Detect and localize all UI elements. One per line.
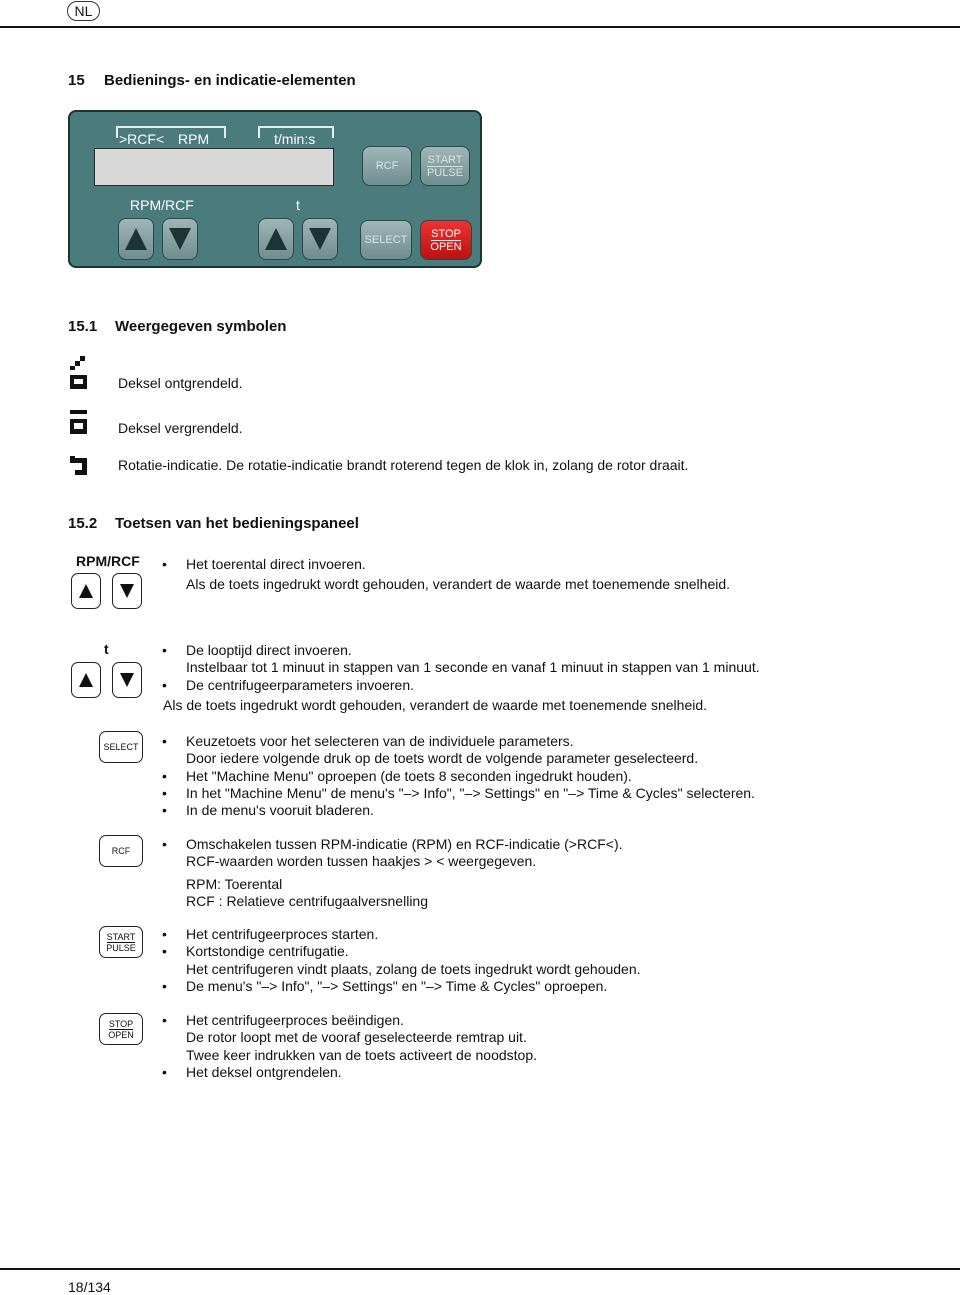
menu-arrow-icon: –>: [568, 784, 585, 801]
footer-rule: [0, 1268, 960, 1270]
select-line-3: • Het "Machine Menu" oproepen (de toets 8 seconden ingedrukt houden).: [186, 768, 755, 785]
t-line-2: Instelbaar tot 1 minuut in stappen van 1 seconde en vanaf 1 minuut in stappen van 1 minuut.: [186, 659, 760, 676]
select-l4c: Settings" en ": [480, 784, 569, 801]
key-open-label: OPEN: [108, 1029, 134, 1040]
tab-time-label: t/min:s: [274, 131, 316, 147]
start-line-1: • Het centrifugeerproces starten.: [186, 926, 641, 943]
rcf-l2a: RCF-waarden worden tussen haakjes: [186, 853, 425, 870]
down-arrow-icon: [169, 228, 191, 250]
panel-rcf-button[interactable]: [362, 146, 412, 186]
stop-line-4: • Het deksel ontgrendelen.: [186, 1064, 537, 1081]
rcf-description: [186, 836, 623, 910]
rpm-line-1: • Het toerental direct invoeren.: [186, 556, 730, 573]
rcf-l2b: weergegeven.: [444, 853, 537, 870]
bracket-lt-glyph: <: [436, 853, 445, 870]
symbol-desc-rotation: Rotatie-indicatie. De rotatie-indicatie brandt roterend tegen de klok in, zolang de rotor draait.: [118, 457, 689, 473]
menu-arrow-icon: –>: [403, 784, 420, 801]
select-line-1: • Keuzetoets voor het selecteren van de individuele parameters.: [186, 733, 755, 750]
panel-start-pulse-button[interactable]: [420, 146, 470, 186]
subsection-number: 15.2: [68, 515, 98, 532]
start-l4d: Time & Cycles" oproepen.: [442, 977, 608, 994]
key-t-up: [71, 662, 101, 698]
language-badge: NL: [67, 1, 100, 21]
control-panel: [68, 110, 482, 268]
symbol-desc-unlocked: Deksel ontgrendeld.: [118, 375, 243, 391]
subsection-15-1-title: [68, 318, 286, 335]
panel-select-label: SELECT: [364, 234, 408, 246]
rpm-description: [186, 556, 730, 594]
select-l4d: Time & Cycles" selecteren.: [584, 784, 755, 801]
panel-t-down-button[interactable]: [302, 218, 338, 260]
rpm-line-2: Als de toets ingedrukt wordt gehouden, verandert de waarde met toenemende snelheid.: [186, 576, 731, 593]
stop-line-3: Twee keer indrukken van de toets activeert de noodstop.: [186, 1046, 537, 1063]
stop-line-2: De rotor loopt met de vooraf geselecteerde remtrap uit.: [186, 1029, 527, 1046]
page-number: 18/134: [68, 1279, 111, 1295]
panel-stop-label: STOP: [431, 227, 461, 240]
rcf-line-1: [186, 836, 623, 853]
t-line-3: • De centrifugeerparameters invoeren.: [186, 677, 760, 694]
rcf-l1c: ).: [613, 836, 623, 852]
rcf-line-2: [186, 853, 623, 870]
rcf-l1b: RCF: [576, 836, 606, 852]
key-start-label: START: [106, 931, 136, 942]
key-rpm-down: [112, 573, 142, 609]
select-line-2: Door iedere volgende druk op de toets wordt de volgende parameter geselecteerd.: [186, 750, 699, 767]
bracket-gt-glyph: >: [424, 853, 433, 870]
key-select: [99, 731, 143, 763]
up-arrow-icon: [79, 584, 93, 598]
subsection-number: 15.1: [68, 318, 98, 335]
panel-display: [94, 148, 334, 186]
symbol-desc-locked: Deksel vergrendeld.: [118, 420, 243, 436]
select-line-4: [186, 785, 755, 802]
start-line-4: [186, 978, 641, 995]
subsection-15-2-title: [68, 515, 359, 532]
panel-pulse-label: PULSE: [426, 166, 464, 179]
panel-stop-open-button[interactable]: [420, 220, 472, 260]
tab-rpm-label: RPM: [178, 131, 210, 147]
key-rpm-up: [71, 573, 101, 609]
stop-line-1: • Het centrifugeerproces beëindigen.: [186, 1012, 537, 1029]
lid-locked-icon: [68, 410, 90, 436]
display-tab-time: [258, 126, 334, 148]
stop-description: [186, 1012, 537, 1081]
panel-rpm-down-button[interactable]: [162, 218, 198, 260]
header-rule: [0, 26, 960, 28]
up-arrow-icon: [265, 228, 287, 250]
key-stop-open: [99, 1013, 143, 1045]
key-rcf: [99, 835, 143, 867]
key-t-down: [112, 662, 142, 698]
menu-arrow-icon: –>: [426, 977, 442, 994]
rcf-l1a: Omschakelen tussen RPM-indicatie (RPM) en RCF-indicatie (: [186, 836, 569, 852]
start-l4b: Info", ": [277, 977, 323, 994]
panel-open-label: OPEN: [430, 240, 462, 253]
key-rpm-rcf-label: RPM/RCF: [76, 553, 140, 569]
start-l4c: Settings" en ": [338, 977, 427, 994]
panel-start-label: START: [427, 153, 463, 166]
bracket-gt-glyph: >: [568, 836, 577, 852]
key-start-pulse: [99, 926, 143, 958]
down-arrow-icon: [309, 228, 331, 250]
select-description: [186, 733, 755, 819]
menu-arrow-icon: –>: [464, 784, 481, 801]
key-t-label: t: [104, 641, 109, 657]
panel-select-button[interactable]: [360, 220, 412, 260]
up-arrow-icon: [79, 673, 93, 687]
key-rcf-label: RCF: [111, 846, 131, 856]
down-arrow-icon: [120, 673, 134, 687]
section-title: [68, 72, 356, 89]
select-line-5: • In de menu's vooruit bladeren.: [186, 802, 755, 819]
start-description: [186, 926, 641, 995]
bracket-lt-glyph: <: [605, 836, 614, 852]
panel-rpm-up-button[interactable]: [118, 218, 154, 260]
panel-rcf-label: RCF: [375, 160, 399, 172]
key-pulse-label: PULSE: [106, 942, 136, 953]
select-l4a: In het "Machine Menu" de menu's ": [186, 784, 404, 801]
menu-arrow-icon: –>: [261, 977, 278, 994]
start-line-3: Het centrifugeren vindt plaats, zolang de toets ingedrukt wordt gehouden.: [186, 960, 641, 977]
tab-rcf-label: >RCF<: [119, 131, 165, 147]
t-description: [163, 642, 760, 714]
section-title-text: Bedienings- en indicatie-elementen: [104, 72, 356, 89]
rcf-line-3: RPM: Toerental: [186, 875, 283, 892]
section-number: 15: [68, 72, 85, 89]
subsection-title-text: Toetsen van het bedieningspaneel: [115, 515, 359, 532]
select-l4b: Info", ": [419, 784, 465, 801]
key-select-label: SELECT: [103, 742, 139, 752]
key-stop-label: STOP: [108, 1018, 134, 1029]
start-l4a: De menu's ": [186, 977, 262, 994]
menu-arrow-icon: –>: [322, 977, 339, 994]
panel-rpm-rcf-label: RPM/RCF: [130, 197, 194, 213]
panel-t-label: t: [296, 197, 300, 213]
rotation-indicator-icon: [68, 456, 90, 476]
t-line-1: • De looptijd direct invoeren.: [186, 642, 760, 659]
t-line-4: Als de toets ingedrukt wordt gehouden, verandert de waarde met toenemende snelheid.: [163, 696, 708, 713]
display-tab-rcf-rpm: [116, 126, 226, 148]
subsection-title-text: Weergegeven symbolen: [115, 318, 287, 335]
start-line-2: • Kortstondige centrifugatie.: [186, 943, 641, 960]
up-arrow-icon: [125, 228, 147, 250]
lid-unlocked-icon: [68, 356, 90, 390]
panel-t-up-button[interactable]: [258, 218, 294, 260]
down-arrow-icon: [120, 584, 134, 598]
rcf-line-4: RCF : Relatieve centrifugaalversnelling: [186, 892, 428, 909]
